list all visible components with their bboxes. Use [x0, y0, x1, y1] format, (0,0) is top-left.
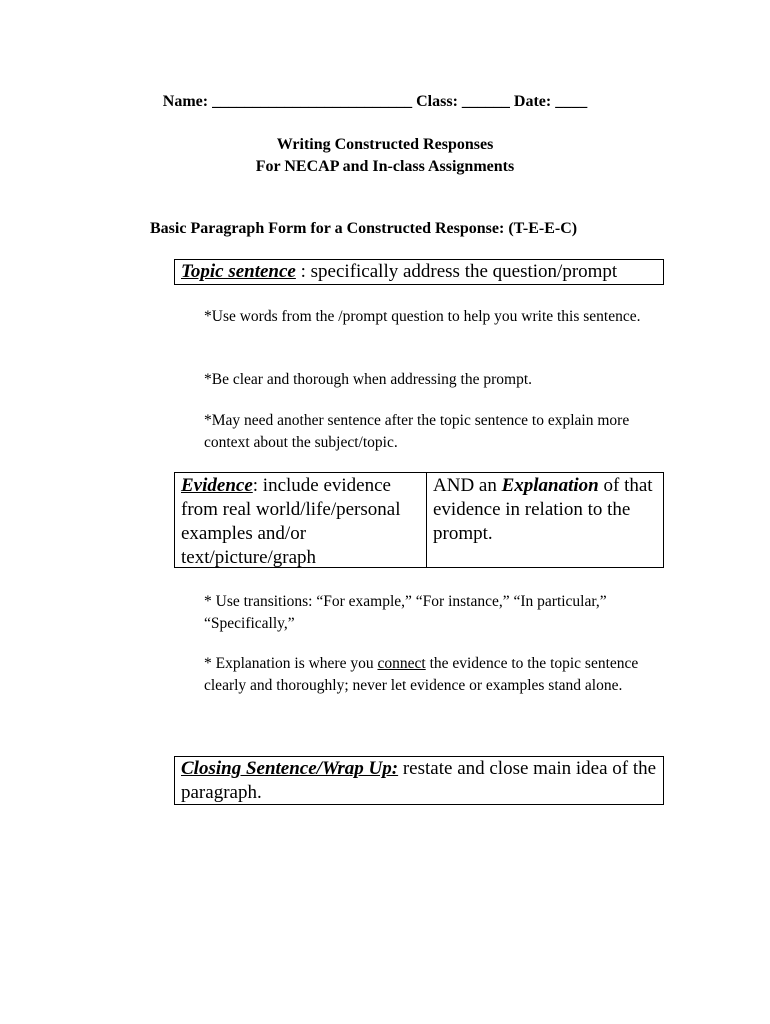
- title-line-1: Writing Constructed Responses: [276, 136, 494, 153]
- evidence-cell: [175, 473, 427, 567]
- evidence-term: Evidence: [181, 475, 253, 496]
- explanation-post: of that evidence in relation to the prompt.: [433, 475, 653, 544]
- name-class-date-line: [0, 93, 750, 111]
- class-blank: ______: [461, 93, 510, 110]
- transitions-note: * Use transitions: “For example,” “For instance,” “In particular,” “Specifically,”: [204, 593, 607, 632]
- explanation-note-post: the evidence to the topic sentence clearly and thoroughly; never let evidence or examples stand alone.: [204, 655, 639, 694]
- title-line-2: For NECAP and In-class Assignments: [255, 158, 515, 175]
- subheading: Basic Paragraph Form for a Constructed Response: (T-E-E-C): [150, 220, 578, 237]
- topic-sentence-text: : specifically address the question/prompt: [295, 261, 618, 282]
- closing-sentence-box: [174, 756, 664, 805]
- evidence-explanation-box: [174, 472, 664, 568]
- closing-term: Closing Sentence/Wrap Up:: [181, 758, 399, 779]
- name-label: Name:: [162, 93, 209, 110]
- explanation-cell: [427, 473, 663, 567]
- name-blank: _________________________: [212, 93, 413, 110]
- date-label: Date:: [513, 93, 552, 110]
- explanation-pre: AND an: [433, 475, 502, 496]
- evidence-text: : include evidence from real world/life/personal examples and/or text/picture/graph: [181, 475, 401, 568]
- topic-note-3: *May need another sentence after the topic sentence to explain more context about the subject/topic.: [204, 412, 630, 451]
- topic-sentence-term: Topic sentence: [181, 261, 296, 282]
- date-blank: ____: [555, 93, 588, 110]
- topic-sentence-box: [174, 259, 664, 285]
- topic-note-2: *Be clear and thorough when addressing the prompt.: [204, 371, 532, 388]
- topic-note-1: *Use words from the /prompt question to help you write this sentence.: [204, 308, 641, 325]
- explanation-note-connect: connect: [377, 655, 426, 672]
- class-label: Class:: [416, 93, 458, 110]
- explanation-term: Explanation: [501, 475, 599, 496]
- closing-text: restate and close main idea of the paragraph.: [181, 758, 657, 803]
- explanation-note-pre: * Explanation is where you: [204, 655, 378, 672]
- explanation-note: [204, 653, 654, 697]
